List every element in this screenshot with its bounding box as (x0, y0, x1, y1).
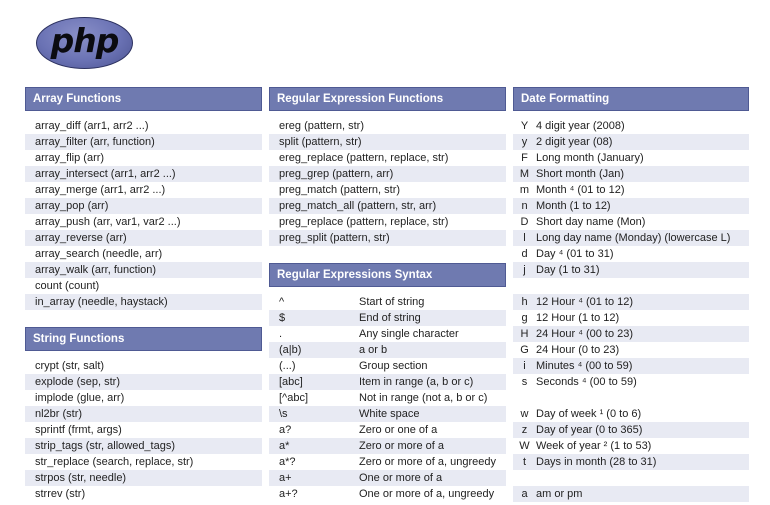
list-item (269, 214, 506, 230)
date-format-row (513, 326, 749, 342)
format-code: h (521, 296, 528, 308)
date-format-row (513, 230, 749, 246)
list-item (269, 118, 506, 134)
format-code: m (519, 184, 530, 196)
spacer-row (513, 278, 749, 294)
format-description: Week of year ² (1 to 53) (536, 440, 652, 452)
regex-pattern: (a|b) (279, 344, 302, 356)
syntax-row (269, 438, 506, 454)
syntax-row (269, 326, 506, 342)
function-signature: preg_match (pattern, str) (279, 184, 401, 196)
format-code: w (520, 408, 529, 420)
format-description: 24 Hour ⁴ (00 to 23) (536, 328, 634, 340)
format-description: Minutes ⁴ (00 to 59) (536, 360, 633, 372)
string-functions-section (25, 327, 262, 502)
format-description: 12 Hour (1 to 12) (536, 312, 620, 324)
array-functions-section (25, 87, 262, 310)
regex-description: Any single character (359, 328, 459, 340)
string-functions-header: String Functions (25, 327, 262, 351)
format-description: Month (1 to 12) (536, 200, 611, 212)
date-format-row (513, 150, 749, 166)
date-formatting-list (513, 118, 749, 502)
regex-syntax-header: Regular Expressions Syntax (269, 263, 506, 287)
string-functions-list (25, 358, 262, 502)
regex-pattern: \s (279, 408, 288, 420)
format-code: H (520, 328, 529, 340)
regex-pattern: a? (279, 424, 292, 436)
format-description: Month ⁴ (01 to 12) (536, 184, 625, 196)
list-item (25, 150, 262, 166)
function-signature: array_push (arr, var1, var2 ...) (35, 216, 181, 228)
function-signature: array_filter (arr, function) (35, 136, 155, 148)
regex-pattern: [abc] (279, 376, 303, 388)
list-item (25, 390, 262, 406)
spacer-row (513, 390, 749, 406)
list-item (25, 214, 262, 230)
format-code: d (521, 248, 528, 260)
function-signature: array_reverse (arr) (35, 232, 127, 244)
date-format-row (513, 198, 749, 214)
regex-description: Not in range (not a, b or c) (359, 392, 488, 404)
format-description: 4 digit year (2008) (536, 120, 625, 132)
date-format-row (513, 374, 749, 390)
syntax-row (269, 294, 506, 310)
syntax-row (269, 454, 506, 470)
syntax-row (269, 310, 506, 326)
php-logo (36, 17, 133, 69)
format-code: D (520, 216, 529, 228)
date-format-row (513, 342, 749, 358)
format-code: Y (520, 120, 529, 132)
syntax-row (269, 342, 506, 358)
format-code: g (521, 312, 528, 324)
regex-description: One or more of a, ungreedy (359, 488, 495, 500)
date-format-row (513, 486, 749, 502)
function-signature: strrev (str) (35, 488, 86, 500)
function-signature: count (count) (35, 280, 100, 292)
format-code: z (521, 424, 528, 436)
regex-description: a or b (359, 344, 388, 356)
format-description: Long day name (Monday) (lowercase L) (536, 232, 731, 244)
list-item (25, 438, 262, 454)
list-item (25, 118, 262, 134)
php-logo-text: php (50, 21, 119, 60)
syntax-row (269, 406, 506, 422)
list-item (269, 150, 506, 166)
format-description: Days in month (28 to 31) (536, 456, 657, 468)
date-format-row (513, 454, 749, 470)
function-signature: explode (sep, str) (35, 376, 120, 388)
format-code: i (523, 360, 526, 372)
format-code: l (523, 232, 526, 244)
list-item (25, 358, 262, 374)
format-description: Day ⁴ (01 to 31) (536, 248, 614, 260)
syntax-row (269, 470, 506, 486)
date-format-row (513, 214, 749, 230)
list-item (25, 198, 262, 214)
list-item (25, 166, 262, 182)
list-item (25, 422, 262, 438)
syntax-row (269, 390, 506, 406)
function-signature: in_array (needle, haystack) (35, 296, 168, 308)
regex-description: End of string (359, 312, 421, 324)
date-formatting-section (513, 87, 749, 502)
format-code: s (521, 376, 528, 388)
function-signature: array_search (needle, arr) (35, 248, 163, 260)
regex-description: Start of string (359, 296, 425, 308)
function-signature: split (pattern, str) (279, 136, 362, 148)
regex-pattern: a+? (279, 488, 298, 500)
regex-description: Item in range (a, b or c) (359, 376, 474, 388)
date-format-row (513, 310, 749, 326)
list-item (25, 454, 262, 470)
function-signature: preg_grep (pattern, arr) (279, 168, 394, 180)
date-format-row (513, 134, 749, 150)
function-signature: sprintf (frmt, args) (35, 424, 122, 436)
function-signature: strip_tags (str, allowed_tags) (35, 440, 176, 452)
format-description: 2 digit year (08) (536, 136, 613, 148)
list-item (25, 230, 262, 246)
regex-pattern: a* (279, 440, 290, 452)
function-signature: preg_split (pattern, str) (279, 232, 390, 244)
regex-description: White space (359, 408, 420, 420)
format-code: W (519, 440, 530, 452)
regex-description: Zero or more of a, ungreedy (359, 456, 496, 468)
format-description: Seconds ⁴ (00 to 59) (536, 376, 637, 388)
regex-description: Zero or one of a (359, 424, 438, 436)
function-signature: strpos (str, needle) (35, 472, 127, 484)
regex-pattern: $ (279, 312, 286, 324)
format-description: Short day name (Mon) (536, 216, 646, 228)
regex-pattern: a+ (279, 472, 292, 484)
list-item (25, 374, 262, 390)
list-item (25, 406, 262, 422)
function-signature: array_flip (arr) (35, 152, 105, 164)
spacer-row (513, 470, 749, 486)
list-item (269, 134, 506, 150)
regex-description: Zero or more of a (359, 440, 444, 452)
date-format-row (513, 118, 749, 134)
array-functions-header: Array Functions (25, 87, 262, 111)
format-code: y (521, 136, 528, 148)
list-item (269, 166, 506, 182)
date-format-row (513, 166, 749, 182)
format-code: j (523, 264, 526, 276)
regex-pattern: (...) (279, 360, 296, 372)
date-formatting-header: Date Formatting (513, 87, 749, 111)
format-description: am or pm (536, 488, 583, 500)
function-signature: implode (glue, arr) (35, 392, 125, 404)
date-format-row (513, 246, 749, 262)
function-signature: crypt (str, salt) (35, 360, 105, 372)
format-description: Day of year (0 to 365) (536, 424, 643, 436)
regex-description: One or more of a (359, 472, 443, 484)
array-functions-list (25, 118, 262, 310)
format-description: 12 Hour ⁴ (01 to 12) (536, 296, 634, 308)
format-description: Day (1 to 31) (536, 264, 600, 276)
regex-pattern: a*? (279, 456, 296, 468)
function-signature: array_intersect (arr1, arr2 ...) (35, 168, 176, 180)
regex-pattern: . (279, 328, 283, 340)
syntax-row (269, 486, 506, 502)
list-item (25, 246, 262, 262)
format-code: a (521, 488, 528, 500)
list-item (269, 230, 506, 246)
function-signature: str_replace (search, replace, str) (35, 456, 194, 468)
format-description: Long month (January) (536, 152, 644, 164)
list-item (25, 470, 262, 486)
date-format-row (513, 182, 749, 198)
regex-functions-list (269, 118, 506, 246)
date-format-row (513, 262, 749, 278)
format-code: n (521, 200, 528, 212)
format-code: F (521, 152, 528, 164)
date-format-row (513, 438, 749, 454)
regex-pattern: [^abc] (279, 392, 309, 404)
function-signature: preg_replace (pattern, replace, str) (279, 216, 449, 228)
list-item (269, 182, 506, 198)
function-signature: ereg (pattern, str) (279, 120, 364, 132)
list-item (25, 486, 262, 502)
function-signature: array_diff (arr1, arr2 ...) (35, 120, 149, 132)
function-signature: array_merge (arr1, arr2 ...) (35, 184, 166, 196)
function-signature: ereg_replace (pattern, replace, str) (279, 152, 449, 164)
regex-functions-header: Regular Expression Functions (269, 87, 506, 111)
format-code: G (520, 344, 529, 356)
date-format-row (513, 358, 749, 374)
syntax-row (269, 358, 506, 374)
regex-description: Group section (359, 360, 428, 372)
regex-syntax-section (269, 263, 506, 502)
format-description: Short month (Jan) (536, 168, 625, 180)
format-description: 24 Hour (0 to 23) (536, 344, 620, 356)
regex-syntax-list (269, 294, 506, 502)
date-format-row (513, 406, 749, 422)
function-signature: array_walk (arr, function) (35, 264, 157, 276)
list-item (25, 294, 262, 310)
function-signature: array_pop (arr) (35, 200, 109, 212)
syntax-row (269, 422, 506, 438)
function-signature: preg_match_all (pattern, str, arr) (279, 200, 437, 212)
list-item (269, 198, 506, 214)
list-item (25, 262, 262, 278)
date-format-row (513, 294, 749, 310)
date-format-row (513, 422, 749, 438)
format-code: t (522, 456, 527, 468)
list-item (25, 134, 262, 150)
list-item (25, 278, 262, 294)
format-description: Day of week ¹ (0 to 6) (536, 408, 642, 420)
regex-pattern: ^ (279, 296, 285, 308)
syntax-row (269, 374, 506, 390)
regex-functions-section (269, 87, 506, 246)
function-signature: nl2br (str) (35, 408, 83, 420)
list-item (25, 182, 262, 198)
format-code: M (519, 168, 530, 180)
